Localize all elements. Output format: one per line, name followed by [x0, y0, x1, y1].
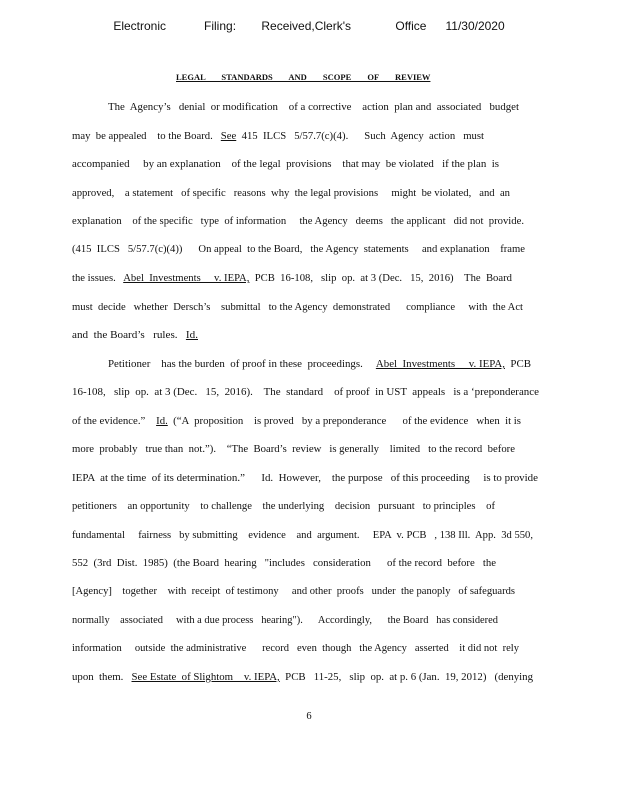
line-segment: upon them.	[72, 672, 132, 683]
line-segment: and the Board’s rules.	[72, 330, 186, 341]
text-line	[72, 414, 521, 430]
text-line	[108, 357, 531, 373]
text-line	[72, 471, 538, 487]
text-line	[72, 442, 515, 458]
text-line	[72, 186, 510, 202]
line-segment: (“A proposition is proved by a preponderance of the evidence when it is	[167, 416, 521, 427]
citation-underlined: Id.	[156, 416, 168, 427]
text-line	[72, 385, 539, 401]
line-segment: (415 ILCS 5/57.7(c)(4)) On appeal to the Board, the Agency statements and explanation frame	[72, 244, 525, 255]
line-segment: PCB 16-108, slip op. at 3 (Dec. 15, 2016) The Board	[249, 273, 512, 284]
line-segment: PCB	[504, 359, 531, 370]
citation-underlined: Id.	[185, 330, 198, 341]
text-line	[72, 613, 498, 629]
line-segment: must decide whether Dersch’s submittal to the Agency demonstrated compliance with the Act	[72, 302, 523, 313]
line-segment: Petitioner has the burden of proof in these proceedings.	[108, 359, 376, 370]
citation-underlined: Abel Investments v. IEPA,	[123, 273, 250, 284]
text-line	[72, 556, 496, 572]
line-segment: The Agency’s denial or modification of a corrective action plan and associated budget	[108, 102, 519, 113]
line-segment: 415 ILCS 5/57.7(c)(4). Such Agency action must	[236, 131, 484, 142]
line-segment: [Agency] together with receipt of testimony and other proofs under the panoply of safeguards	[72, 586, 515, 597]
line-segment: IEPA at the time of its determination.” Id. However, the purpose of this proceeding is to provide	[72, 473, 538, 484]
text-line	[72, 528, 533, 544]
citation-underlined: See	[220, 131, 237, 142]
line-segment: accompanied by an explanation of the legal provisions that may be violated if the plan is	[72, 159, 499, 170]
text-line	[72, 214, 524, 230]
line-segment: may be appealed to the Board.	[72, 131, 221, 142]
citation-underlined: See Estate of Slightom v. IEPA,	[131, 672, 280, 683]
line-segment: explanation of the specific type of information the Agency deems the applicant did not provide.	[72, 216, 524, 227]
line-segment: petitioners an opportunity to challenge the underlying decision pursuant to principles of	[72, 501, 495, 512]
text-line	[72, 499, 495, 515]
filing-stamp-text: Electronic Filing: Received,Clerk's Office 11/30/2020	[113, 19, 505, 33]
text-line	[72, 271, 512, 287]
text-line	[72, 157, 499, 173]
page-number: 6	[306, 711, 312, 722]
text-line	[72, 328, 198, 344]
text-line	[72, 300, 523, 316]
text-line	[108, 100, 519, 116]
text-line	[72, 129, 484, 145]
text-line	[72, 584, 515, 600]
filing-stamp-header	[0, 19, 618, 33]
line-segment: normally associated with a due process hearing"). Accordingly, the Board has considered	[72, 615, 498, 626]
text-line	[72, 242, 525, 258]
text-line	[72, 641, 519, 657]
line-segment: approved, a statement of specific reasons why the legal provisions might be violated, and an	[72, 188, 510, 199]
line-segment: 16-108, slip op. at 3 (Dec. 15, 2016). The standard of proof in UST appeals is a ‘preponderance	[72, 387, 539, 398]
line-segment: the issues.	[72, 273, 124, 284]
text-line	[72, 670, 533, 686]
line-segment: 552 (3rd Dist. 1985) (the Board hearing "includes consideration of the record before the	[72, 558, 496, 569]
citation-underlined: Abel Investments v. IEPA,	[375, 359, 505, 370]
line-segment: fundamental fairness by submitting evidence and argument. EPA v. PCB , 138 Ill. App. 3d 550,	[72, 530, 533, 541]
line-segment: of the evidence.”	[72, 416, 157, 427]
line-segment: PCB 11-25, slip op. at p. 6 (Jan. 19, 2012) (denying	[279, 672, 533, 683]
line-segment: more probably true than not.”). “The Board’s review is generally limited to the record before	[72, 444, 515, 455]
section-heading: LEGAL STANDARDS AND SCOPE OF REVIEW	[176, 72, 431, 82]
line-segment: information outside the administrative record even though the Agency asserted it did not rely	[72, 643, 519, 654]
